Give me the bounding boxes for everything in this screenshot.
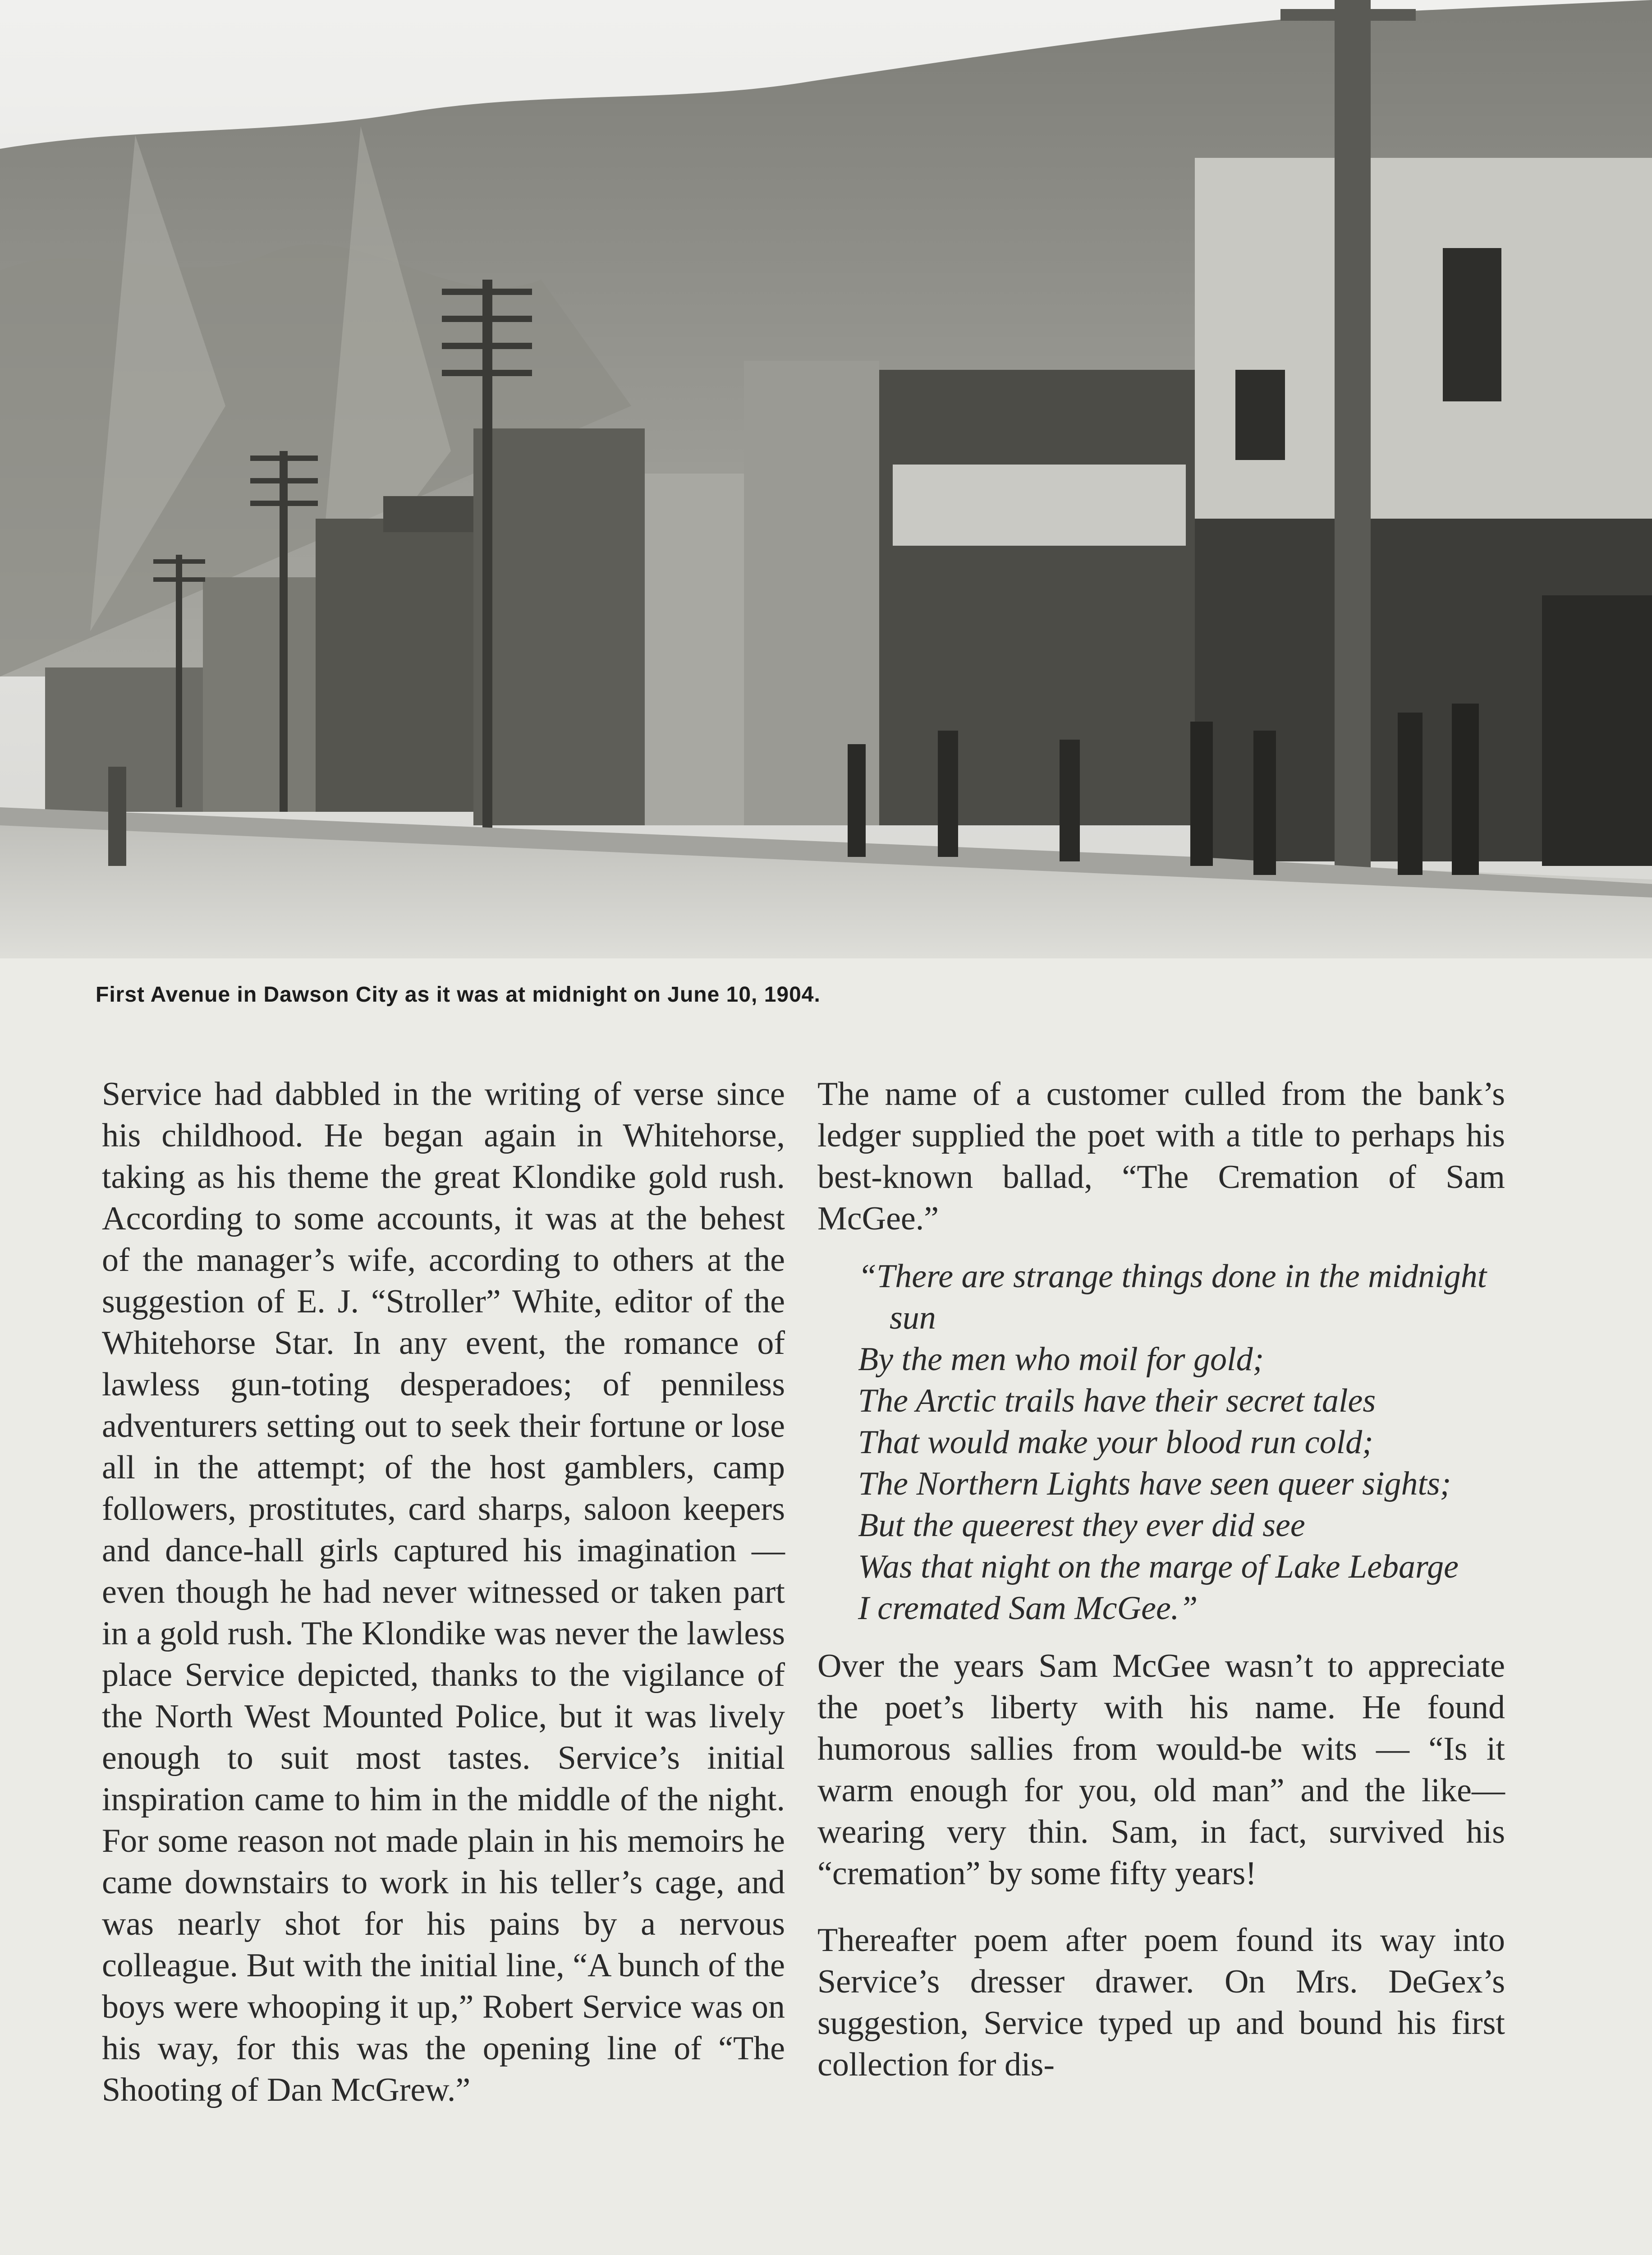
left-column-paragraph: Service had dabbled in the writing of verse since his childhood. He began again in Whitehorse, taking as his theme the great Klondike gold rush. According to some accounts, it was at the behest of the manager’s wife, according to others at the suggestion of E. J. “Stroller” White, editor of the Whitehorse Star. In any event, the romance of lawless gun-toting desperadoes; of penniless adventurers setting out to seek their fortune or lose all in the attempt; of the host gamblers, camp followers, prostitutes, card sharps, saloon keepers and dance-hall girls captured his imagination — even though he had never witnessed or taken part in a gold rush. The Klondike was never the lawless place Service depicted, thanks to the vigilance of the North West Mounted Police, but it was lively enough to suit most tastes. Service’s initial inspiration came to him in the middle of the night. For some reason not made plain in his memoirs he came downstairs to work in his teller’s cage, and was nearly shot for his pains by a nervous colleague. But with the initial line, “A bunch of the boys were whooping it up,” Robert Service was on his way, for this was the opening line of “The Shooting of Dan McGrew.”: [102, 1076, 785, 2108]
poem-line: The Northern Lights have seen queer sights;: [858, 1465, 1451, 1502]
street-photo-svg: [0, 0, 1652, 958]
poem-excerpt: [858, 1256, 1505, 1629]
poem-line: I cremated Sam McGee.”: [858, 1590, 1198, 1627]
poem-line: The Arctic trails have their secret tales: [858, 1382, 1376, 1419]
right-column-paragraph-2: Over the years Sam McGee wasn’t to appreciate the poet’s liberty with his name. He found humorous sallies from would-be wits — “Is it warm enough for you, old man” and the like— wearing very thin. Sam, in fact, survived his “cremation” by some fifty years!: [817, 1648, 1505, 1892]
paragraph-gap: [817, 1894, 1505, 1919]
right-column: [817, 1073, 1505, 2085]
poem-line: But the queerest they ever did see: [858, 1507, 1305, 1544]
street-photograph: [0, 0, 1652, 958]
poem-line: By the men who moil for gold;: [858, 1341, 1264, 1378]
poem-line: Was that night on the marge of Lake Lebarge: [858, 1548, 1459, 1585]
poem-line: “There are strange things done in the midnight sun: [858, 1258, 1487, 1336]
poem-line: That would make your blood run cold;: [858, 1424, 1373, 1461]
photo-caption: First Avenue in Dawson City as it was at midnight on June 10, 1904.: [96, 983, 821, 1007]
left-column: [102, 1073, 785, 2111]
right-column-intro: The name of a customer culled from the bank’s ledger supplied the poet with a title to perhaps his best-known ballad, “The Cremation of Sam McGee.”: [817, 1076, 1505, 1237]
right-column-paragraph-3: Thereafter poem after poem found its way into Service’s dresser drawer. On Mrs. DeGex’s suggestion, Service typed up and bound his first collection for dis-: [817, 1922, 1505, 2083]
